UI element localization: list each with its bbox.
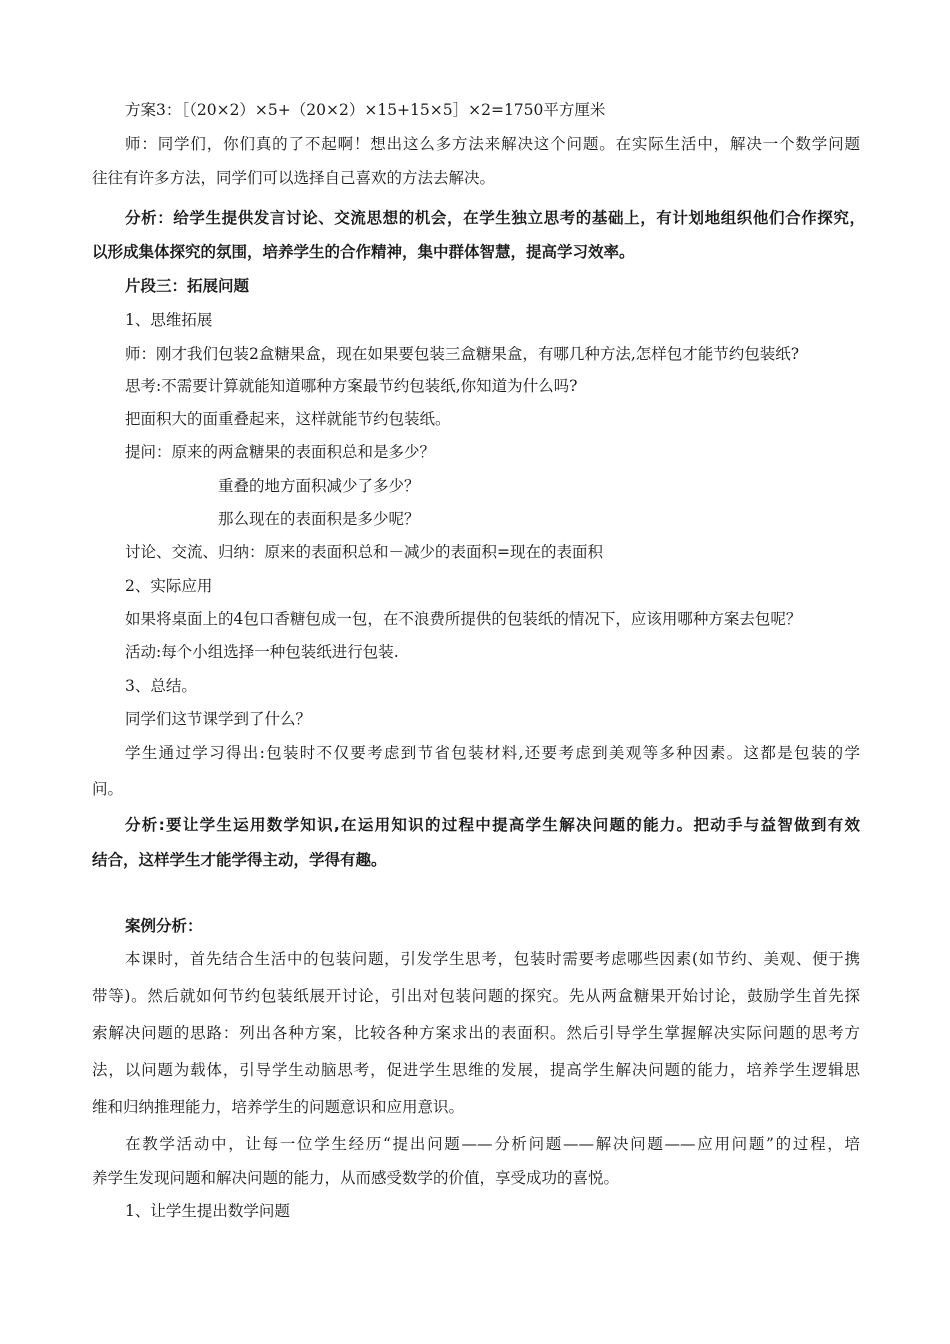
text-line: 在教学活动中，让每一位学生经历“提出问题——分析问题——解决问题——应用问题”的过程，培 — [125, 1135, 860, 1153]
analysis-line: 分析：给学生提供发言讨论、交流思想的机会，在学生独立思考的基础上，有计划地组织他们合作探究， — [125, 209, 865, 227]
section-heading: 片段三：拓展问题 — [125, 277, 250, 295]
text-line: 3、总结。 — [125, 677, 197, 695]
section-heading: 案例分析： — [125, 917, 203, 935]
text-line: 如果将桌面上的4包口香糖包成一包，在不浪费所提供的包装纸的情况下，应该用哪种方案去包呢？ — [125, 610, 802, 628]
text-line: 法，以问题为载体，引导学生动脑思考，促进学生思维的发展，提高学生解决问题的能力，培养学生逻辑思 — [92, 1061, 860, 1079]
analysis-line: 分析:要让学生运用数学知识,在运用知识的过程中提高学生解决问题的能力。把动手与益智做到有效 — [125, 816, 860, 834]
text-line: 往往有许多方法，同学们可以选择自己喜欢的方法去解决。 — [92, 169, 496, 187]
text-line: 1、思维拓展 — [125, 311, 213, 329]
text-line: 师：刚才我们包装2盒糖果盒，现在如果要包装三盒糖果盒，有哪几种方法,怎样包才能节约包装纸? — [125, 345, 800, 363]
text-line: 那么现在的表面积是多少呢？ — [218, 510, 420, 528]
text-line: 维和归纳推理能力，培养学生的问题意识和应用意识。 — [92, 1098, 465, 1116]
text-line: 思考:不需要计算就能知道哪种方案最节约包装纸,你知道为什么吗? — [125, 377, 578, 395]
text-line: 师：同学们，你们真的了不起啊！想出这么多方法来解决这个问题。在实际生活中，解决一个数学问题 — [125, 135, 860, 153]
text-line: 提问：原来的两盒糖果的表面积总和是多少？ — [125, 443, 436, 461]
analysis-line: 结合，这样学生才能学得主动，学得有趣。 — [92, 851, 387, 869]
text-line: 方案3：［（20×2）×5+（20×2）×15+15×5］×2=1750平方厘米 — [125, 101, 606, 119]
analysis-line: 以形成集体探究的氛围，培养学生的合作精神，集中群体智慧，提高学习效率。 — [92, 243, 635, 261]
text-line: 讨论、交流、归纳：原来的表面积总和－减少的表面积=现在的表面积 — [125, 543, 603, 561]
text-line: 把面积大的面重叠起来，这样就能节约包装纸。 — [125, 410, 451, 428]
text-line: 养学生发现问题和解决问题的能力，从而感受数学的价值，享受成功的喜悦。 — [92, 1169, 620, 1187]
text-line: 2、实际应用 — [125, 577, 213, 595]
text-line: 活动:每个小组选择一种包装纸进行包装. — [125, 643, 399, 661]
text-line: 索解决问题的思路：列出各种方案，比较各种方案求出的表面积。然后引导学生掌握解决实际问题的思考方 — [92, 1024, 860, 1042]
text-line: 同学们这节课学到了什么？ — [125, 710, 312, 728]
text-line: 带等)。然后就如何节约包装纸展开讨论，引出对包装问题的探究。先从两盒糖果开始讨论，鼓励学生首先探 — [92, 987, 860, 1005]
text-line: 学生通过学习得出:包装时不仅要考虑到节省包装材料,还要考虑到美观等多种因素。这都是包装的学 — [125, 744, 860, 762]
text-line: 本课时，首先结合生活中的包装问题，引发学生思考，包装时需要考虑哪些因素(如节约、美观、便于携 — [125, 950, 860, 968]
text-line: 重叠的地方面积减少了多少？ — [218, 477, 420, 495]
text-line: 问。 — [92, 780, 124, 798]
text-line: 1、让学生提出数学问题 — [125, 1202, 290, 1220]
